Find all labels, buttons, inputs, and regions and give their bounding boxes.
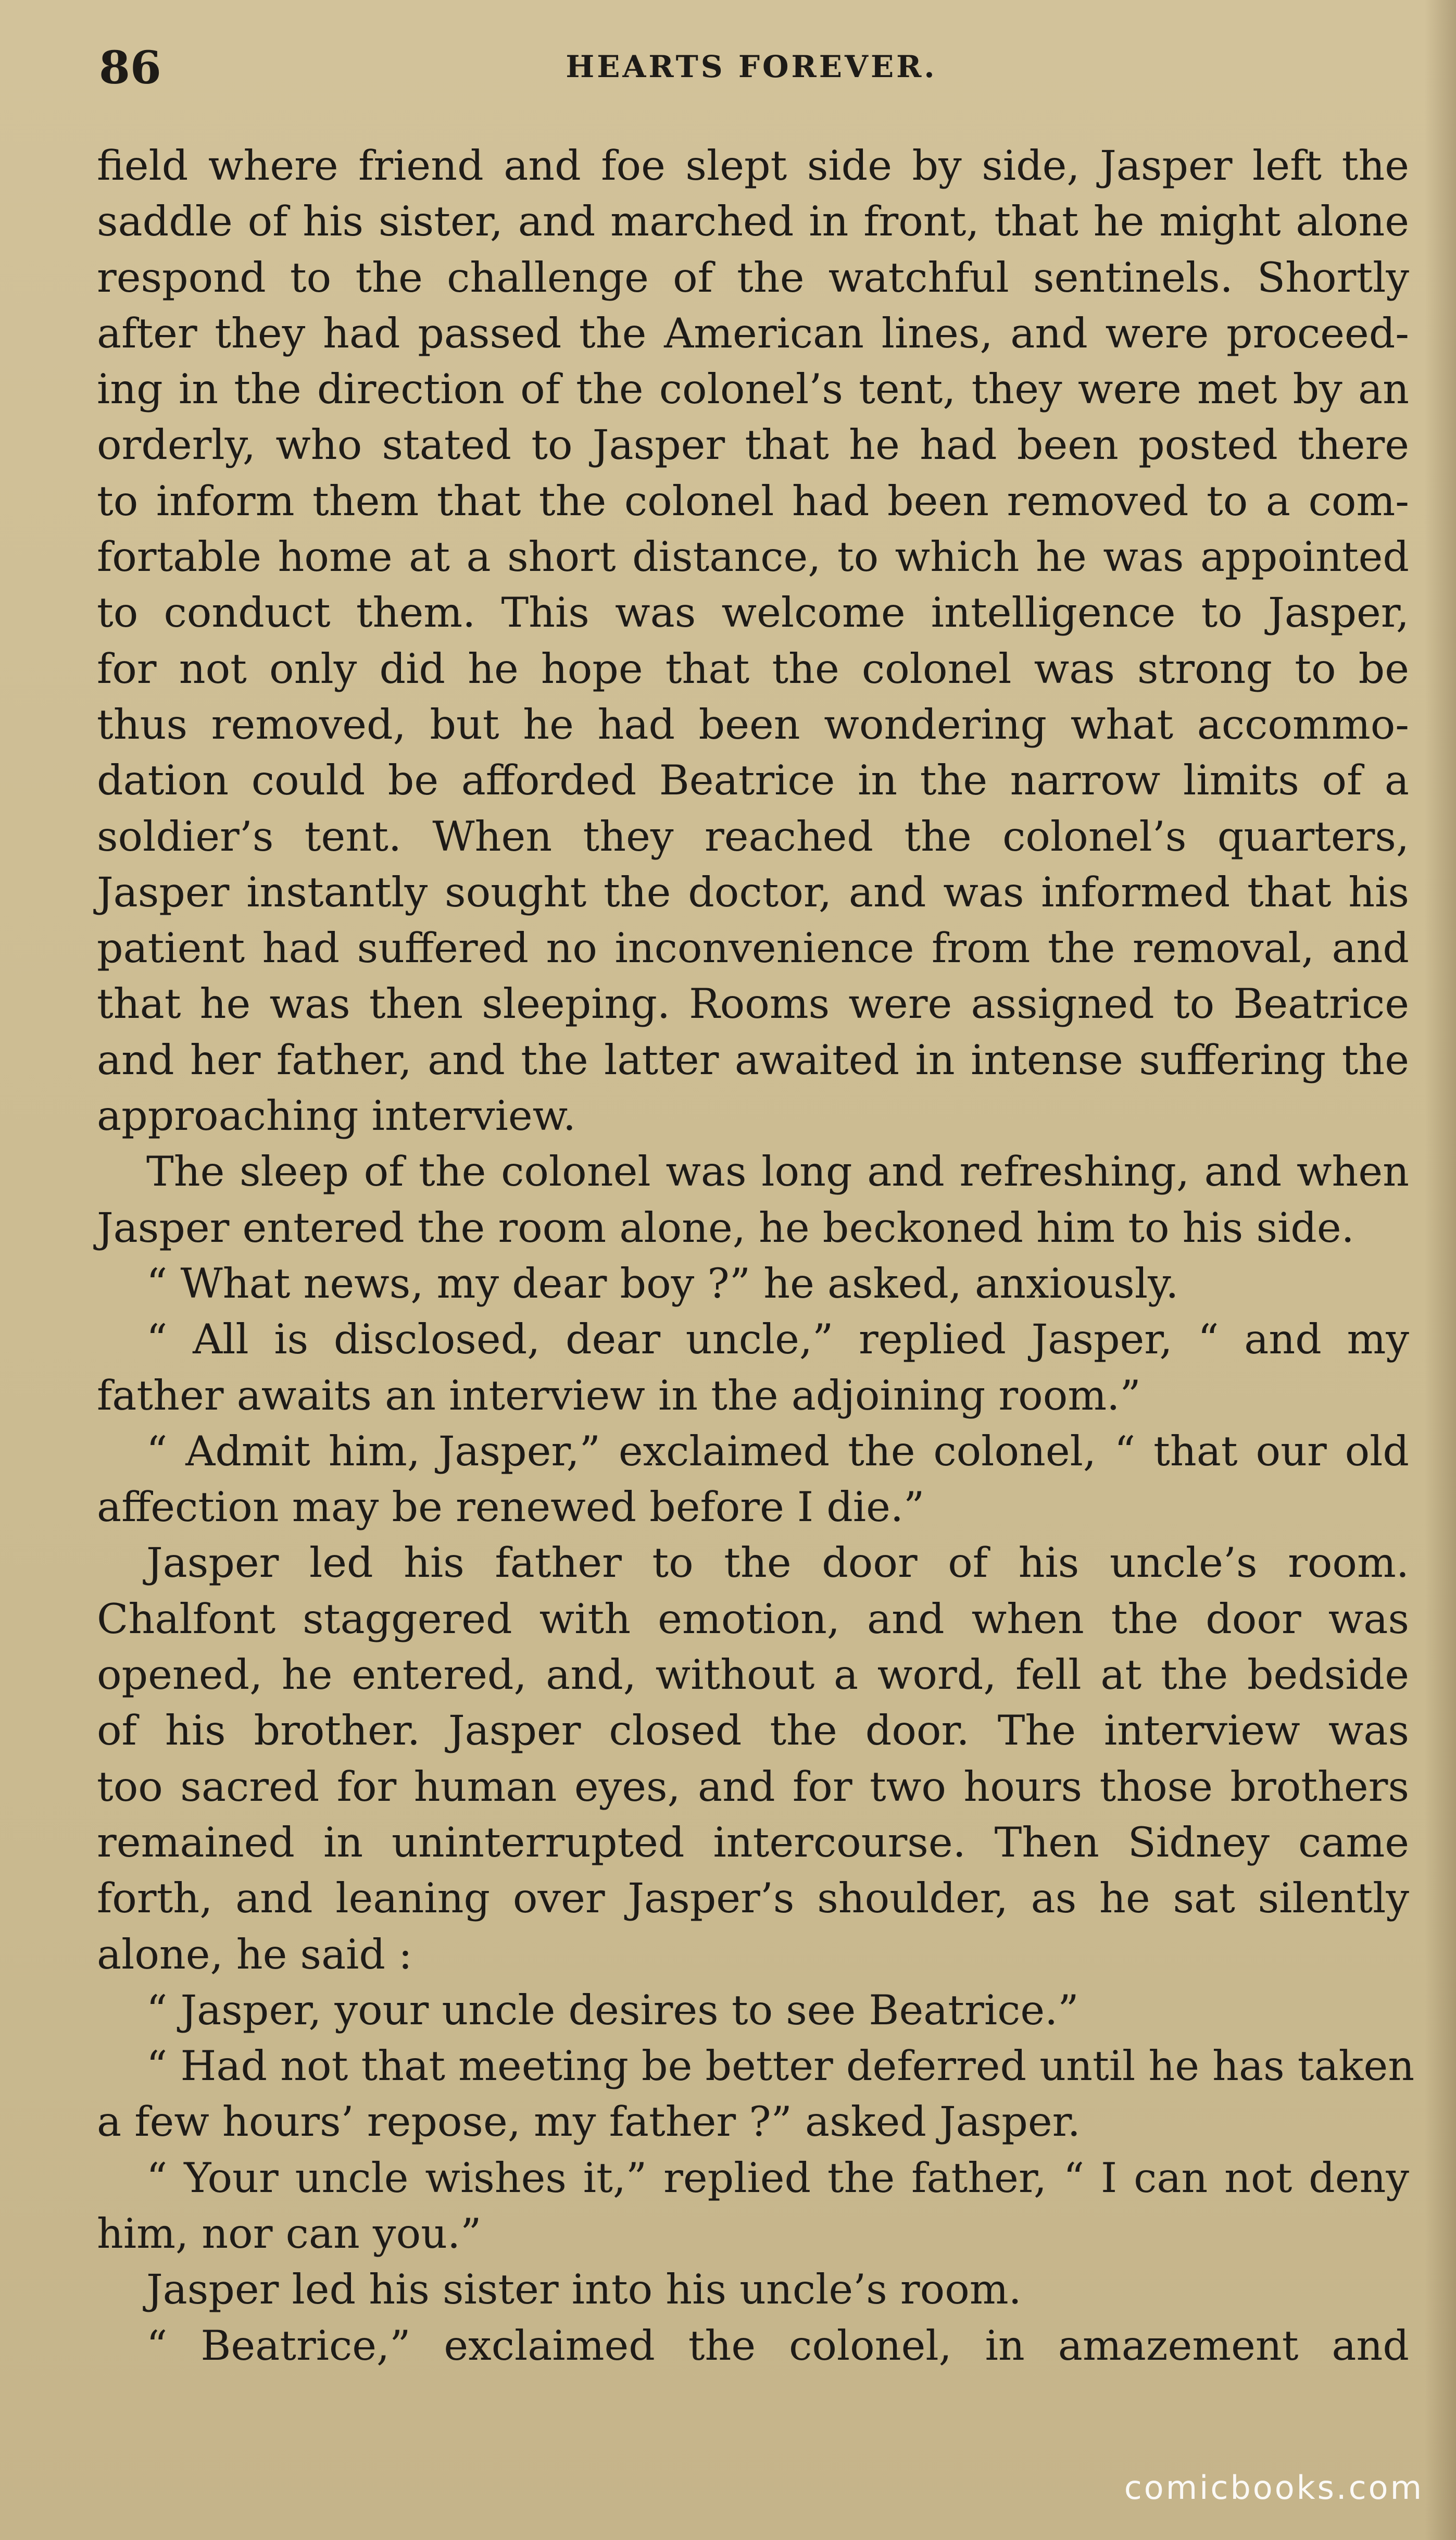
text-line: forth, and leaning over Jasper’s shoulder, as he sat silently: [97, 1874, 1409, 1923]
page-number: 86: [99, 42, 161, 94]
text-line: “ Jasper, your uncle desires to see Beatrice.”: [146, 1986, 1079, 2034]
text-line: Chalfont staggered with emotion, and when the door was: [97, 1595, 1409, 1643]
text-line: approaching interview.: [97, 1092, 576, 1140]
text-line: orderly, who stated to Jasper that he had been posted there: [97, 421, 1409, 469]
text-line: The sleep of the colonel was long and refreshing, and when: [146, 1148, 1409, 1196]
text-line: “ What news, my dear boy ?” he asked, anxiously.: [146, 1259, 1179, 1308]
text-line: too sacred for human eyes, and for two hours those brothers: [97, 1762, 1409, 1811]
text-line: of his brother. Jasper closed the door. The interview was: [97, 1707, 1409, 1755]
text-line: dation could be afforded Beatrice in the narrow limits of a: [97, 756, 1409, 805]
text-line: after they had passed the American lines, and were proceed-: [97, 309, 1409, 357]
text-line: Jasper instantly sought the doctor, and was informed that his: [97, 868, 1409, 916]
page-header: [99, 42, 1404, 94]
text-line: a few hours’ repose, my father ?” asked Jasper.: [97, 2098, 1081, 2146]
text-line: for not only did he hope that the colonel was strong to be: [97, 644, 1409, 693]
text-line: fortable home at a short distance, to which he was appointed: [97, 533, 1409, 581]
running-head: HEARTS FOREVER.: [566, 49, 937, 84]
text-line: Jasper entered the room alone, he beckoned him to his side.: [97, 1203, 1354, 1252]
text-line: affection may be renewed before I die.”: [97, 1483, 925, 1532]
text-line: respond to the challenge of the watchful sentinels. Shortly: [97, 253, 1409, 302]
text-line: patient had suffered no inconvenience from the removal, and: [97, 924, 1409, 973]
text-line: Jasper led his father to the door of his uncle’s room.: [146, 1539, 1409, 1587]
text-line: soldier’s tent. When they reached the colonel’s quarters,: [97, 812, 1409, 861]
text-line: “ All is disclosed, dear uncle,” replied Jasper, “ and my: [146, 1315, 1409, 1364]
text-line: saddle of his sister, and marched in front, that he might alone: [97, 197, 1409, 246]
text-line: opened, he entered, and, without a word, fell at the bedside: [97, 1651, 1409, 1699]
text-line: field where friend and foe slept side by side, Jasper left the: [97, 142, 1409, 190]
text-line: “ Beatrice,” exclaimed the colonel, in amazement and: [146, 2321, 1409, 2370]
text-line: that he was then sleeping. Rooms were assigned to Beatrice: [97, 980, 1409, 1028]
page-edge-shadow: [1425, 0, 1456, 2540]
text-line: and her father, and the latter awaited in intense suffering the: [97, 1036, 1409, 1084]
text-line: alone, he said :: [97, 1930, 412, 1978]
text-line: to conduct them. This was welcome intelligence to Jasper,: [97, 589, 1409, 637]
text-line: remained in uninterrupted intercourse. Then Sidney came: [97, 1818, 1409, 1866]
text-line: “ Your uncle wishes it,” replied the father, “ I can not deny: [146, 2153, 1409, 2202]
text-line: ing in the direction of the colonel’s tent, they were met by an: [97, 365, 1409, 414]
text-line: Jasper led his sister into his uncle’s room.: [146, 2265, 1022, 2314]
text-line: “ Had not that meeting be better deferred until he has taken: [146, 2042, 1415, 2090]
text-line: him, nor can you.”: [97, 2209, 482, 2258]
text-line: “ Admit him, Jasper,” exclaimed the colonel, “ that our old: [146, 1427, 1409, 1475]
watermark: comicbooks.com: [1124, 2469, 1424, 2507]
text-line: to inform them that the colonel had been removed to a com-: [97, 477, 1409, 525]
body-text: [97, 138, 1415, 2374]
text-line: thus removed, but he had been wondering what accommo-: [97, 700, 1409, 749]
text-line: father awaits an interview in the adjoining room.”: [97, 1371, 1141, 1420]
